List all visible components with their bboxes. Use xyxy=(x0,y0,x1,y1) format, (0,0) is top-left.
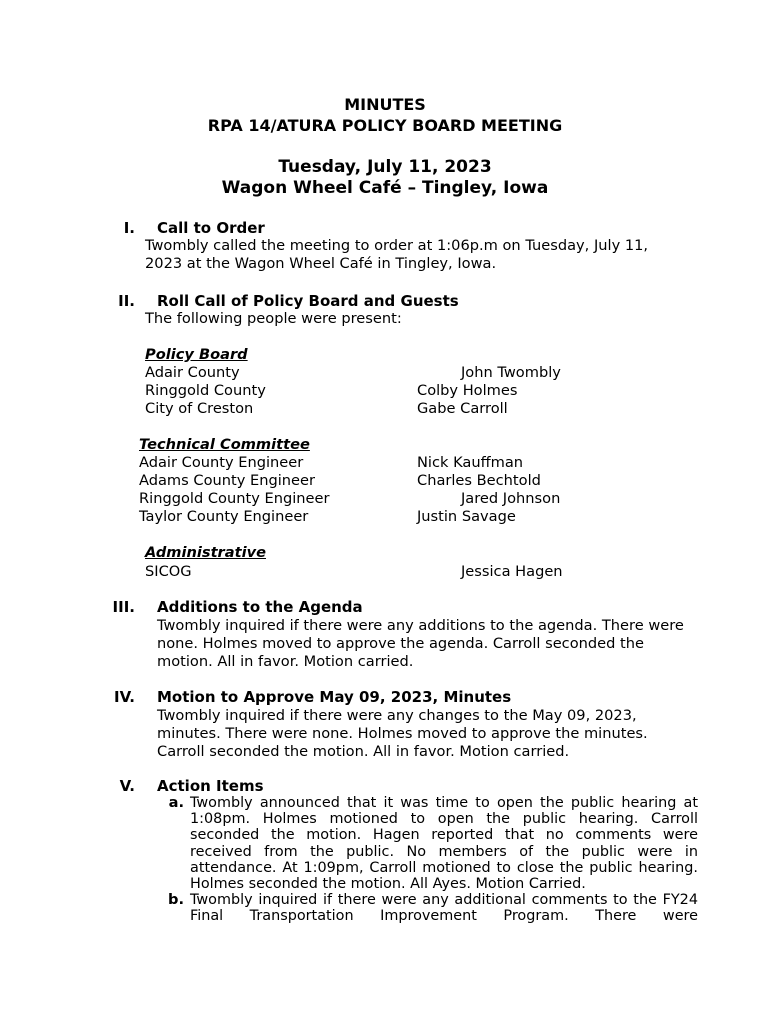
section-title: Additions to the Agenda xyxy=(157,598,363,616)
action-item-letter: b. xyxy=(168,891,184,908)
attendee-org: Adair County Engineer xyxy=(139,454,304,471)
attendee-name: Colby Holmes xyxy=(417,382,518,399)
action-item-text: Twombly inquired if there were any additional comments to the FY24 Final Transportation Improvement Program. There were xyxy=(190,892,698,925)
attendee-org: Ringgold County Engineer xyxy=(139,490,330,507)
action-item-letter: a. xyxy=(168,794,184,811)
section-title: Motion to Approve May 09, 2023, Minutes xyxy=(157,688,512,706)
doc-title-minutes: MINUTES xyxy=(344,95,426,114)
attendee-name: John Twombly xyxy=(461,364,561,381)
section-body: Twombly called the meeting to order at 1:06p.m on Tuesday, July 11, 2023 at the Wagon Wheel Café in Tingley, Iowa. xyxy=(145,237,649,272)
title-block xyxy=(0,94,770,136)
attendee-org: Taylor County Engineer xyxy=(139,508,309,525)
action-item-text: Twombly announced that it was time to open the public hearing at 1:08pm. Holmes motioned to open the public hearing. Carroll seconded the motion. Hagen reported that no comments were received from the public. No members of the public were in attendance. At 1:09pm, Carroll motioned to close the public hearing. Holmes seconded the motion. All Ayes. Motion Carried. xyxy=(190,795,698,893)
meeting-location: Wagon Wheel Café – Tingley, Iowa xyxy=(221,178,549,198)
section-body: Twombly inquired if there were any additions to the agenda. There were none. Holmes moved to approve the agenda. Carroll seconded the motion. All in favor. Motion carried. xyxy=(157,617,684,670)
attendee-name: Jessica Hagen xyxy=(461,563,563,580)
meeting-info xyxy=(0,157,770,199)
technical-committee-heading: Technical Committee xyxy=(139,436,310,453)
policy-board-heading: Policy Board xyxy=(145,346,248,363)
section-number: V. xyxy=(119,777,135,795)
attendee-name: Justin Savage xyxy=(417,508,516,525)
section-title: Roll Call of Policy Board and Guests xyxy=(157,292,459,310)
section-number: IV. xyxy=(114,688,135,706)
attendee-name: Nick Kauffman xyxy=(417,454,524,471)
section-number: I. xyxy=(123,219,135,237)
administrative-heading: Administrative xyxy=(145,544,266,561)
section-title: Action Items xyxy=(157,777,264,795)
meeting-date: Tuesday, July 11, 2023 xyxy=(278,157,492,177)
attendee-org: SICOG xyxy=(145,563,192,580)
doc-title-board: RPA 14/ATURA POLICY BOARD MEETING xyxy=(207,116,563,135)
section-number: III. xyxy=(112,598,135,616)
section-body: Twombly inquired if there were any changes to the May 09, 2023, minutes. There were none. Holmes moved to approve the minutes. Carroll seconded the motion. All in favor. Motion carried. xyxy=(157,707,648,760)
attendee-name: Charles Bechtold xyxy=(417,472,541,489)
attendee-name: Gabe Carroll xyxy=(417,400,508,417)
section-title: Call to Order xyxy=(157,219,265,237)
attendee-org: Adams County Engineer xyxy=(139,472,316,489)
attendee-org: Ringgold County xyxy=(145,382,266,399)
section-body: The following people were present: xyxy=(145,310,402,327)
section-number: II. xyxy=(118,292,135,310)
attendee-org: City of Creston xyxy=(145,400,254,417)
attendee-org: Adair County xyxy=(145,364,240,381)
attendee-name: Jared Johnson xyxy=(461,490,561,507)
